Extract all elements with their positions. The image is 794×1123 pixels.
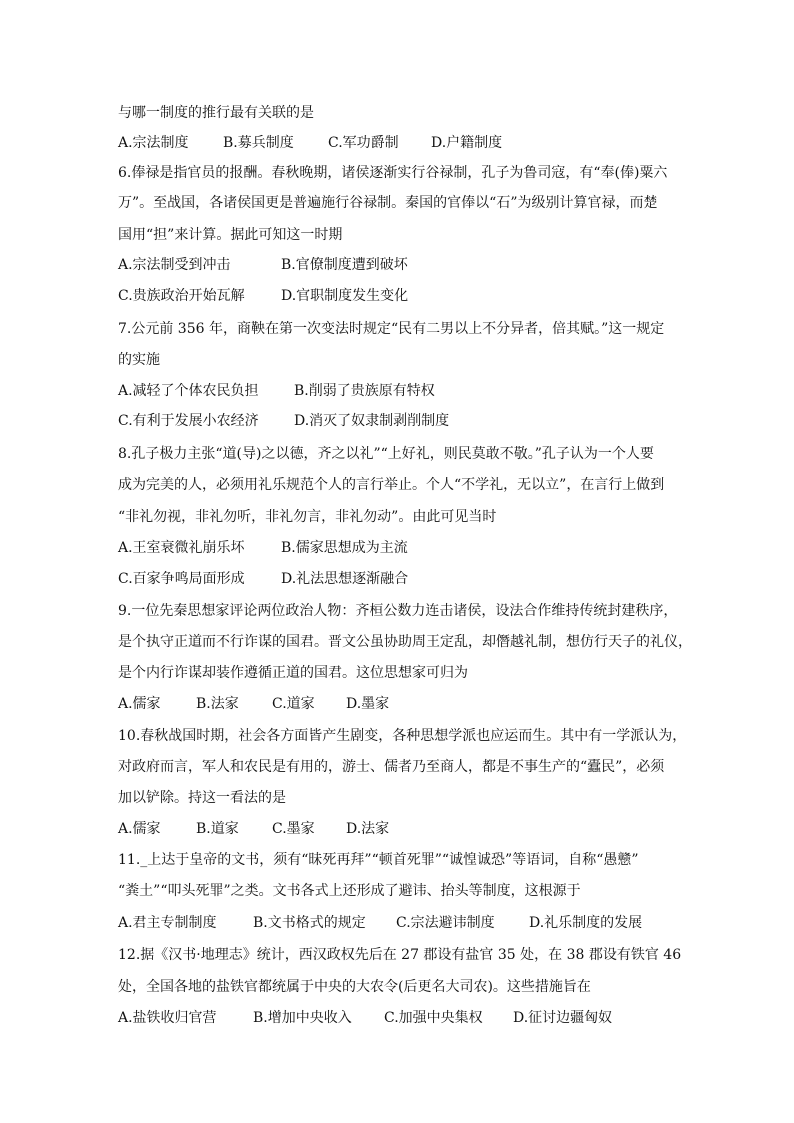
q11-option-b: B.文书格式的规定: [253, 915, 366, 931]
q6-option-a: A.宗法制受到冲击: [118, 257, 231, 273]
q9-option-d: D.墨家: [346, 696, 390, 712]
q12-option-b: B.增加中央收入: [253, 1010, 352, 1026]
q12-option-d: D.征讨边疆匈奴: [513, 1010, 613, 1026]
q9-stem-line: 是个内行诈谋却装作遵循正道的国君。这位思想家可归为: [118, 665, 468, 681]
q12-option-c: C.加强中央集权: [384, 1010, 483, 1026]
q6-option-b: B.官僚制度遭到破坏: [281, 257, 408, 273]
q7-option-b: B.削弱了贵族原有特权: [294, 383, 435, 399]
q7-stem-line: 7.公元前 356 年，商鞅在第一次变法时规定“民有二男以上不分异者，倍其赋。”这一规定: [118, 321, 665, 337]
q11-stem-line: 11._上达于皇帝的文书，须有“昧死再拜”“顿首死罪”“诚惶诚恐”等语词，自称“愚戆”: [118, 852, 639, 868]
q6-stem-line: 万”。至战国，各诸侯国更是普遍施行谷禄制。秦国的官俸以“石”为级别计算官禄，而楚: [118, 195, 658, 211]
q8-option-b: B.儒家思想成为主流: [281, 540, 408, 556]
q6-stem-line: 6.俸禄是指官员的报酬。春秋晚期，诸侯逐渐实行谷禄制，孔子为鲁司寇，有“奉(俸)粟六: [118, 165, 668, 181]
q12-option-a: A.盐铁收归官营: [118, 1010, 217, 1026]
q11-option-d: D.礼乐制度的发展: [529, 915, 643, 931]
q11-option-c: C.宗法避讳制度: [396, 915, 495, 931]
q5-option-b: B.募兵制度: [223, 135, 294, 151]
q11-stem-line: “粪土”“叩头死罪”之类。文书各式上还形成了避讳、抬头等制度，这根源于: [118, 883, 581, 899]
q10-stem-line: 加以铲除。持这一看法的是: [118, 790, 286, 806]
q6-option-c: C.贵族政治开始瓦解: [118, 288, 245, 304]
q10-stem-line: 对政府而言，军人和农民是有用的，游士、儒者乃至商人，都是不事生产的“蠹民”，必须: [118, 759, 665, 775]
q8-option-d: D.礼法思想逐渐融合: [281, 571, 409, 587]
q5-option-c: C.军功爵制: [328, 135, 399, 151]
q10-option-a: A.儒家: [118, 821, 161, 837]
q8-stem-line: 成为完美的人，必须用礼乐规范个人的言行举止。个人“不学礼，无以立”，在言行上做到: [118, 477, 665, 493]
q11-option-a: A.君主专制制度: [118, 915, 217, 931]
q12-stem-line: 12.据《汉书·地理志》统计，西汉政权先后在 27 郡设有盐官 35 处，在 38 郡设有铁官 46: [118, 947, 682, 963]
q8-stem-line: “非礼勿视，非礼勿听，非礼勿言，非礼勿动”。由此可见当时: [118, 509, 497, 525]
q10-option-c: C.墨家: [272, 821, 315, 837]
q5-option-d: D.户籍制度: [431, 135, 503, 151]
q7-stem-line: 的实施: [118, 352, 160, 368]
q10-option-d: D.法家: [346, 821, 390, 837]
q10-option-b: B.道家: [196, 821, 239, 837]
q6-stem-line: 国用“担”来计算。据此可知这一时期: [118, 227, 343, 243]
q7-option-d: D.消灭了奴隶制剥削制度: [294, 413, 450, 429]
q9-option-c: C.道家: [272, 696, 315, 712]
q8-option-c: C.百家争鸣局面形成: [118, 571, 245, 587]
q9-stem-line: 9.一位先秦思想家评论两位政治人物：齐桓公数力连击诸侯，设法合作维持传统封建秩序，: [118, 603, 678, 619]
q9-stem-line: 是个执守正道而不行诈谋的国君。晋文公虽协助周王定乱，却僭越礼制，想仿行天子的礼仪，: [118, 634, 692, 650]
q10-stem-line: 10.春秋战国时期，社会各方面皆产生剧变，各种思想学派也应运而生。其中有一学派认为，: [118, 728, 687, 744]
q5-stem-tail: 与哪一制度的推行最有关联的是: [118, 105, 314, 121]
q12-stem-line: 处，全国各地的盐铁官都统属于中央的大农令(后更名大司农)。这些措施旨在: [118, 979, 591, 995]
q9-option-b: B.法家: [196, 696, 239, 712]
q9-option-a: A.儒家: [118, 696, 161, 712]
q6-option-d: D.官职制度发生变化: [281, 288, 409, 304]
q7-option-c: C.有利于发展小农经济: [118, 413, 259, 429]
q5-option-a: A.宗法制度: [118, 135, 189, 151]
q8-option-a: A.王室衰微礼崩乐坏: [118, 540, 245, 556]
q7-option-a: A.减轻了个体农民负担: [118, 383, 259, 399]
q8-stem-line: 8.孔子极力主张“道(导)之以德，齐之以礼”“上好礼，则民莫敢不敬。”孔子认为一个人要: [118, 446, 654, 462]
